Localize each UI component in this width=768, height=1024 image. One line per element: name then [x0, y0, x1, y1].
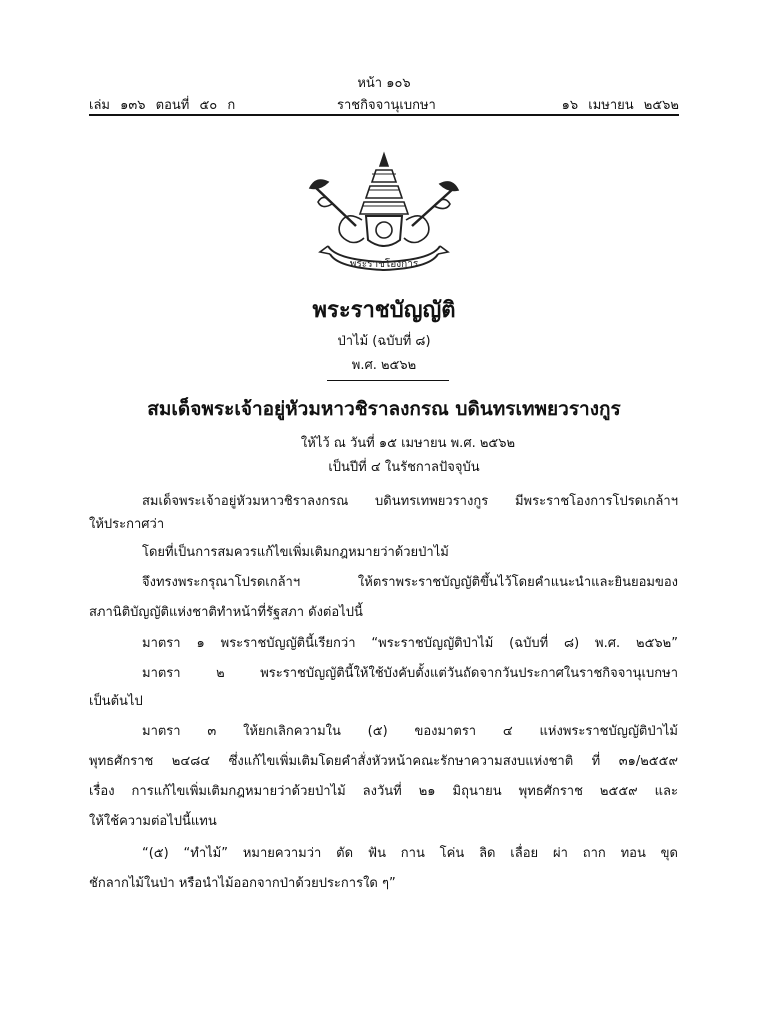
act-subtitle: ป่าไม้ (ฉบับที่ ๘): [337, 334, 431, 349]
given-date: ให้ไว้ ณ วันที่ ๑๕ เมษายน พ.ศ. ๒๕๖๒: [300, 436, 516, 451]
section-1: มาตรา ๑ พระราชบัญญัตินี้เรียกว่า “พระราชบัญญัติป่าไม้ (ฉบับที่ ๘) พ.ศ. ๒๕๖๒”: [142, 636, 678, 651]
act-year: พ.ศ. ๒๕๖๒: [351, 358, 417, 373]
paragraph-line: สภานิติบัญญัติแห่งชาติทำหน้าที่รัฐสภา ดังต่อไปนี้: [89, 605, 363, 620]
gazette-header: [89, 94, 679, 116]
royal-emblem-icon: [306, 148, 462, 274]
volume-issue: เล่ม ๑๓๖ ตอนที่ ๕๐ ก: [89, 98, 236, 113]
section-3-cont: ให้ใช้ความต่อไปนี้แทน: [89, 814, 217, 829]
reign-year: เป็นปีที่ ๔ ในรัชกาลปัจจุบัน: [328, 460, 480, 475]
paragraph-line: โดยที่เป็นการสมควรแก้ไขเพิ่มเติมกฎหมายว่าด้วยป่าไม้: [142, 545, 449, 560]
section-3-cont: เรื่อง การแก้ไขเพิ่มเติมกฎหมายว่าด้วยป่าไม้ ลงวันที่ ๒๑ มิถุนายน พุทธศักราช ๒๕๕๙ และ: [89, 784, 678, 799]
act-title: พระราชบัญญัติ: [312, 298, 456, 323]
section-2-cont: เป็นต้นไป: [89, 694, 143, 709]
section-3: มาตรา ๓ ให้ยกเลิกความใน (๕) ของมาตรา ๔ แห่งพระราชบัญญัติป่าไม้: [142, 724, 678, 739]
king-name: สมเด็จพระเจ้าอยู่หัวมหาวชิราลงกรณ บดินทรเทพยวรางกูร: [147, 398, 621, 420]
amended-definition: “(๕) “ทำไม้” หมายความว่า ตัด ฟัน กาน โค่น ลิด เลื่อย ผ่า ถาก ทอน ขุด: [142, 846, 678, 861]
paragraph-line: สมเด็จพระเจ้าอยู่หัวมหาวชิราลงกรณ บดินทรเทพยวรางกูร มีพระราชโองการโปรดเกล้าฯ: [142, 494, 678, 509]
publication-date: ๑๖ เมษายน ๒๕๖๒: [561, 98, 679, 113]
paragraph-line: จึงทรงพระกรุณาโปรดเกล้าฯ ให้ตราพระราชบัญญัติขึ้นไว้โดยคำแนะนำและยินยอมของ: [142, 575, 678, 590]
paragraph-line: ให้ประกาศว่า: [89, 517, 165, 532]
section-3-cont: พุทธศักราช ๒๔๘๔ ซึ่งแก้ไขเพิ่มเติมโดยคำสั่งหัวหน้าคณะรักษาความสงบแห่งชาติ ที่ ๓๑/๒๕๕๙: [89, 754, 678, 769]
page-number: หน้า ๑๐๖: [357, 76, 411, 91]
emblem-ribbon-text: พระราชโองการ: [349, 259, 419, 270]
title-divider: [327, 380, 449, 381]
amended-definition-cont: ชักลากไม้ในป่า หรือนำไม้ออกจากป่าด้วยประการใด ๆ”: [89, 876, 396, 891]
section-2: มาตรา ๒ พระราชบัญญัตินี้ให้ใช้บังคับตั้งแต่วันถัดจากวันประกาศในราชกิจจานุเบกษา: [142, 666, 678, 681]
publication-name: ราชกิจจานุเบกษา: [337, 98, 436, 113]
